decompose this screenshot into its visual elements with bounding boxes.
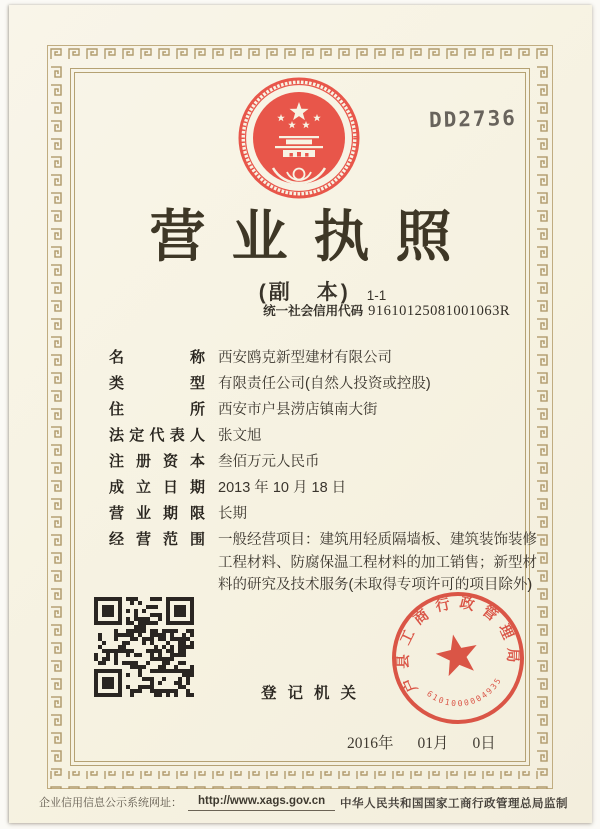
national-emblem-icon: [236, 73, 362, 207]
duplicate-copy-label: (副 本): [258, 281, 351, 304]
field-label: 营业期限: [109, 505, 205, 522]
footer: [39, 794, 568, 811]
field-label: 名称: [109, 349, 205, 366]
field-row-business-term: [109, 503, 547, 526]
license-paper: [9, 5, 592, 823]
official-red-seal: [387, 587, 529, 729]
field-label: 经营范围: [109, 531, 205, 548]
footer-left: [39, 794, 335, 811]
issue-date-month: 01月: [417, 735, 449, 752]
field-row-legal-rep: [109, 425, 547, 448]
field-value: 叁佰万元人民币: [218, 454, 320, 470]
field-label: 成立日期: [109, 479, 205, 496]
public-site-label: 企业信用信息公示系统网址：: [39, 797, 182, 809]
license-title: 营业执照: [149, 205, 478, 268]
field-label: 类型: [109, 375, 205, 392]
field-label: 注册资本: [109, 453, 205, 470]
field-value: 有限责任公司(自然人投资或控股): [218, 376, 431, 392]
credit-code-row: [263, 301, 510, 320]
field-label: 法定代表人: [109, 427, 205, 444]
issue-date: [347, 731, 496, 753]
issue-date-day: 0日: [472, 735, 496, 752]
registration-authority-label: 登记机关: [261, 685, 368, 702]
seal-number: 6101000004935: [425, 675, 504, 709]
field-value: 张文旭: [218, 428, 262, 444]
public-site-url: http://www.xags.gov.cn: [188, 795, 335, 811]
license-fields: [109, 347, 547, 600]
serial-number-stamp: DD2736: [428, 105, 518, 133]
field-row-type: [109, 373, 547, 396]
credit-code-value: 91610125081001063R: [368, 303, 510, 319]
copy-number: 1-1: [366, 288, 387, 303]
field-row-name: [109, 347, 547, 370]
field-value: 一般经营项目：建筑用轻质隔墙板、建筑装饰装修工程材料、防腐保温工程材料的加工销售；新型材料的研究及技术服务(未取得专项许可的项目除外): [218, 532, 537, 593]
field-value: 西安市户县涝店镇南大街: [218, 402, 378, 418]
credit-code-label: 统一社会信用代码: [263, 304, 364, 318]
issuer-text: 中华人民共和国国家工商行政管理总局监制: [340, 798, 568, 810]
field-row-address: [109, 399, 547, 422]
field-value: 西安鸥克新型建材有限公司: [218, 350, 392, 366]
field-value: 长期: [218, 506, 247, 522]
field-row-registered-capital: [109, 451, 547, 474]
field-row-establish-date: [109, 477, 547, 500]
seal-ring-text: 户县工商行政管理局: [395, 595, 521, 695]
field-label: 住所: [109, 401, 205, 418]
qr-code: [94, 597, 194, 697]
issue-date-year: 2016年: [347, 735, 394, 752]
field-value: 2013 年 10 月 18 日: [218, 480, 347, 496]
